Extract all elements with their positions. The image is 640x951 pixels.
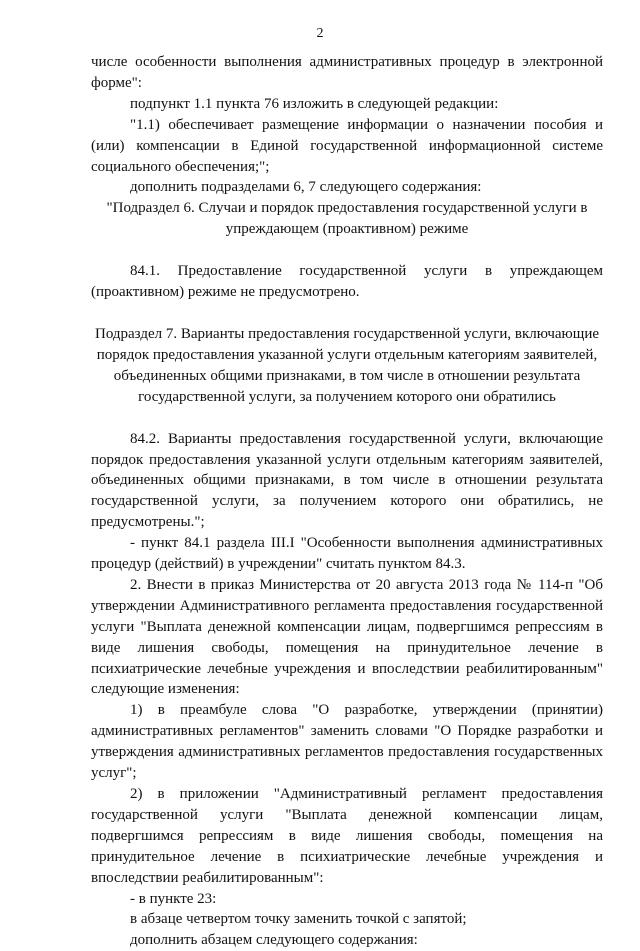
paragraph: "1.1) обеспечивает размещение информации о назначении пособия и (или) компенсации в Единой государственной информационной системе социального обеспечения;"; [91, 116, 603, 175]
section-heading: "Подраздел 6. Случаи и порядок предоставления государственной услуги в упреждающем (проактивном) режиме [106, 200, 588, 238]
paragraph: 2) в приложении "Административный регламент предоставления государственной услуги "Выплата денежной компенсации лицам, подвергшимся репрессиям в виде лишения свободы, помещения на принудительное лечение в психиатрические лечебные учреждения и впоследствии реабилитированным": [91, 786, 603, 886]
section-heading: Подраздел 7. Варианты предоставления государственной услуги, включающие порядок предоставления указанной услуги отдельным категориям заявителей, объединенных общими признаками, в том числе в отношении результата государственной услуги, за получением которого они обратились [94, 325, 600, 405]
paragraph: 2. Внести в приказ Министерства от 20 августа 2013 года № 114-п "Об утверждении Административного регламента предоставления государственной услуги "Выплата денежной компенсации лицам, подвергшимся репрессиям в виде лишения свободы, помещения на принудительное лечение в психиатрические лечебные учреждения и впоследствии реабилитированным" следующие изменения: [91, 576, 603, 698]
paragraph-spacer [91, 408, 603, 429]
paragraph-spacer [91, 303, 603, 324]
paragraph: 84.2. Варианты предоставления государственной услуги, включающие порядок предоставления указанной услуги отдельным категориям заявителей, объединенных общими признаками, в том числе в отношении результата государственной услуги, за получением которого они обратились, не предусмотрены."; [91, 430, 603, 531]
paragraph: дополнить абзацем следующего содержания: [130, 932, 418, 949]
paragraph: дополнить подразделами 6, 7 следующего содержания: [130, 179, 482, 196]
paragraph: числе особенности выполнения административных процедур в электронной форме": [91, 54, 603, 91]
document-body [91, 52, 603, 951]
paragraph: - в пункте 23: [130, 890, 217, 907]
paragraph: в абзаце четвертом точку заменить точкой с запятой; [130, 911, 467, 928]
paragraph-spacer [91, 240, 603, 261]
paragraph: 84.1. Предоставление государственной услуги в упреждающем (проактивном) режиме не предусмотрено. [91, 263, 603, 301]
page-number: 2 [316, 26, 324, 41]
paragraph: 1) в преамбуле слова "О разработке, утверждении (принятии) административных регламентов" заменить словами "О Порядке разработки и утверждения административных регламентов предоставления государственных услуг"; [91, 702, 603, 782]
paragraph: подпункт 1.1 пункта 76 изложить в следующей редакции: [130, 95, 499, 112]
paragraph: - пункт 84.1 раздела III.I "Особенности выполнения административных процедур (действий) в учреждении" считать пунктом 84.3. [91, 535, 603, 573]
